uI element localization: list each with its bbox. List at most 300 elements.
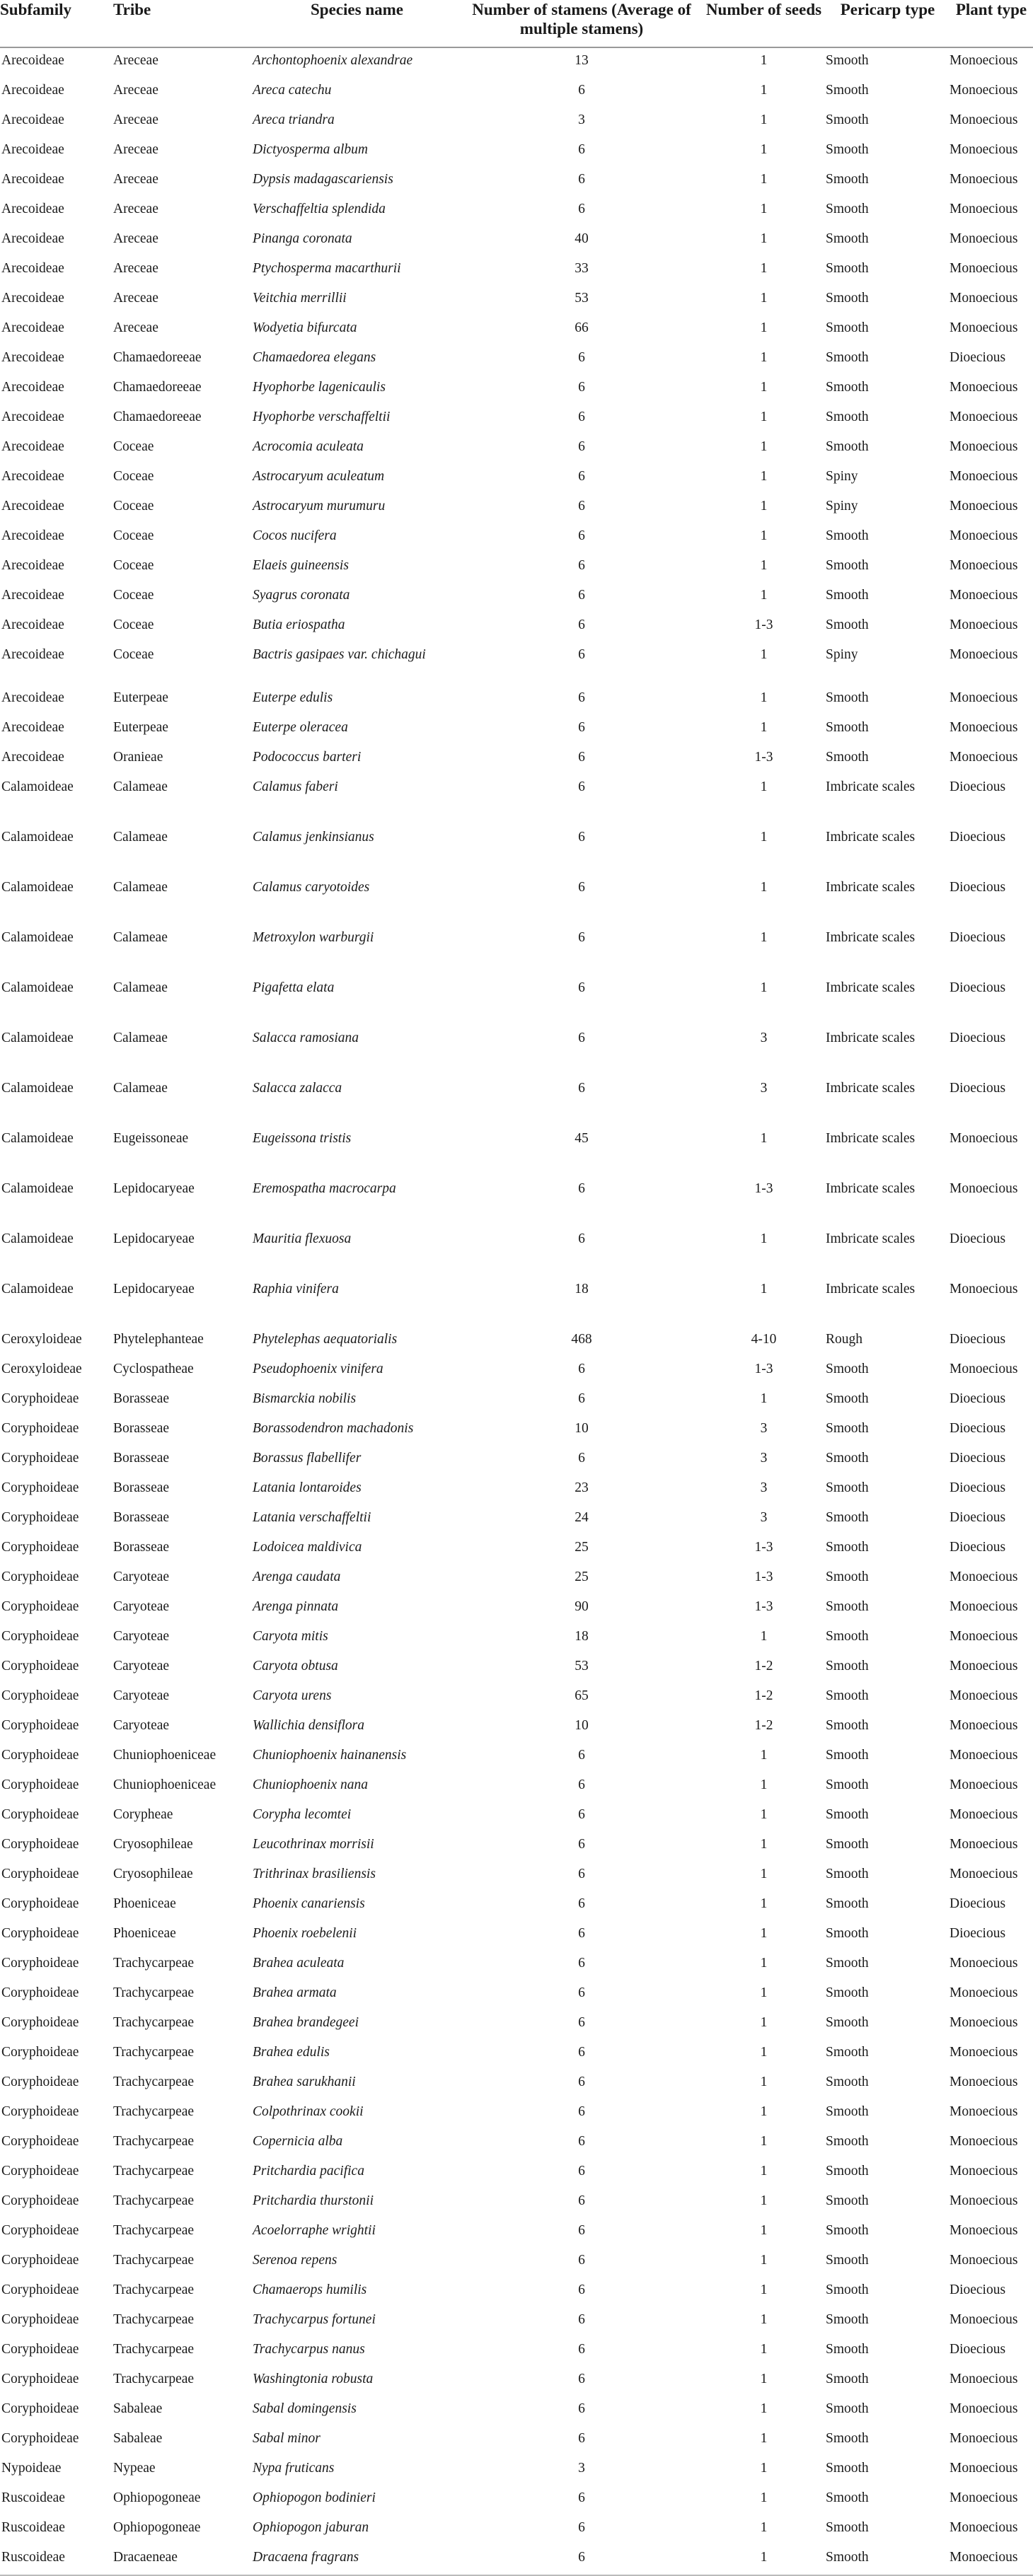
cell-pericarp-type: Imbricate scales xyxy=(826,1031,916,1045)
cell-stamen-count: 6 xyxy=(578,1777,585,1792)
cell-seed-count: 1 xyxy=(760,1896,768,1911)
cell-species-name: Areca catechu xyxy=(253,83,332,98)
table-row xyxy=(0,745,1033,774)
cell-subfamily: Coryphoideae xyxy=(1,1896,79,1911)
cell-pericarp-type: Smooth xyxy=(826,2372,869,2386)
cell-plant-type: Monoecious xyxy=(950,2015,1018,2030)
cell-species-name: Calamus faberi xyxy=(253,779,338,794)
cell-tribe: Borasseae xyxy=(113,1480,170,1495)
cell-subfamily: Coryphoideae xyxy=(1,2134,79,2149)
table-row xyxy=(0,78,1033,108)
cell-stamen-count: 23 xyxy=(575,1480,589,1495)
cell-tribe: Trachycarpeae xyxy=(113,1985,195,2000)
cell-species-name: Ophiopogon bodinieri xyxy=(253,2490,376,2505)
cell-tribe: Coceae xyxy=(113,647,154,662)
cell-subfamily: Arecoideae xyxy=(1,291,64,306)
cell-subfamily: Coryphoideae xyxy=(1,2223,79,2238)
cell-seed-count: 1 xyxy=(760,1748,768,1763)
cell-seed-count: 1 xyxy=(760,1867,768,1881)
cell-species-name: Verschaffeltia splendida xyxy=(253,202,386,216)
cell-tribe: Trachycarpeae xyxy=(113,2134,195,2149)
cell-stamen-count: 6 xyxy=(578,380,585,395)
cell-species-name: Pritchardia pacifica xyxy=(253,2164,364,2178)
cell-pericarp-type: Smooth xyxy=(826,172,869,187)
cell-seed-count: 1-2 xyxy=(754,1688,773,1703)
cell-pericarp-type: Smooth xyxy=(826,750,869,765)
cell-pericarp-type: Smooth xyxy=(826,53,869,68)
cell-tribe: Borasseae xyxy=(113,1540,170,1555)
cell-tribe: Coceae xyxy=(113,558,154,573)
cell-subfamily: Coryphoideae xyxy=(1,1391,79,1406)
cell-tribe: Cryosophileae xyxy=(113,1867,193,1881)
header-subfamily: Subfamily xyxy=(0,0,113,47)
cell-pericarp-type: Smooth xyxy=(826,2104,869,2119)
table-row xyxy=(0,2545,1033,2575)
table-row xyxy=(0,405,1033,434)
header-pericarp: Pericarp type xyxy=(826,0,950,47)
cell-subfamily: Coryphoideae xyxy=(1,1421,79,1436)
cell-subfamily: Coryphoideae xyxy=(1,1985,79,2000)
cell-pericarp-type: Imbricate scales xyxy=(826,1282,916,1296)
cell-stamen-count: 6 xyxy=(578,2282,585,2297)
cell-tribe: Caryoteae xyxy=(113,1570,170,1584)
cell-subfamily: Calamoideae xyxy=(1,980,74,995)
cell-seed-count: 1-3 xyxy=(754,1599,773,1614)
cell-species-name: Pinanga coronata xyxy=(253,231,352,246)
cell-species-name: Latania verschaffeltii xyxy=(253,1510,371,1525)
cell-subfamily: Coryphoideae xyxy=(1,1926,79,1941)
cell-tribe: Caryoteae xyxy=(113,1629,170,1644)
cell-species-name: Hyophorbe verschaffeltii xyxy=(253,410,391,424)
cell-pericarp-type: Smooth xyxy=(826,2193,869,2208)
cell-subfamily: Coryphoideae xyxy=(1,1867,79,1881)
cell-pericarp-type: Imbricate scales xyxy=(826,1131,916,1146)
cell-plant-type: Monoecious xyxy=(950,2193,1018,2208)
cell-stamen-count: 6 xyxy=(578,1985,585,2000)
cell-plant-type: Dioecious xyxy=(950,1031,1006,1045)
cell-pericarp-type: Smooth xyxy=(826,2134,869,2149)
cell-stamen-count: 53 xyxy=(575,291,589,306)
table-row xyxy=(0,1327,1033,1357)
cell-tribe: Calameae xyxy=(113,779,168,794)
cell-seed-count: 1 xyxy=(760,690,768,705)
cell-plant-type: Monoecious xyxy=(950,1867,1018,1881)
cell-plant-type: Dioecious xyxy=(950,1480,1006,1495)
table-row xyxy=(0,2159,1033,2188)
cell-species-name: Chuniophoenix hainanensis xyxy=(253,1748,407,1763)
cell-pericarp-type: Smooth xyxy=(826,380,869,395)
cell-pericarp-type: Smooth xyxy=(826,1362,869,1376)
cell-seed-count: 1 xyxy=(760,2282,768,2297)
cell-seed-count: 1 xyxy=(760,2164,768,2178)
cell-tribe: Borasseae xyxy=(113,1391,170,1406)
cell-plant-type: Dioecious xyxy=(950,1540,1006,1555)
cell-seed-count: 1 xyxy=(760,2104,768,2119)
cell-subfamily: Arecoideae xyxy=(1,320,64,335)
cell-seed-count: 1 xyxy=(760,2015,768,2030)
cell-subfamily: Coryphoideae xyxy=(1,2045,79,2060)
cell-tribe: Coceae xyxy=(113,528,154,543)
table-body xyxy=(0,47,1033,2575)
cell-tribe: Dracaeneae xyxy=(113,2545,253,2575)
cell-subfamily: Arecoideae xyxy=(1,112,64,127)
table-row xyxy=(0,1683,1033,1713)
cell-species-name: Phoenix canariensis xyxy=(253,1896,365,1911)
cell-stamen-count: 6 xyxy=(578,2104,585,2119)
cell-species-name: Sabal domingensis xyxy=(253,2401,357,2416)
cell-subfamily: Arecoideae xyxy=(1,469,64,484)
cell-seed-count: 1 xyxy=(760,350,768,365)
table-row xyxy=(0,2188,1033,2218)
table-row xyxy=(0,2010,1033,2040)
cell-species-name: Copernicia alba xyxy=(253,2134,343,2149)
cell-seed-count: 1 xyxy=(760,2045,768,2060)
cell-subfamily: Coryphoideae xyxy=(1,1659,79,1673)
cell-species-name: Nypa fruticans xyxy=(253,2461,335,2476)
cell-subfamily: Coryphoideae xyxy=(1,2193,79,2208)
cell-stamen-count: 6 xyxy=(578,528,585,543)
table-row xyxy=(0,47,1033,78)
table-row xyxy=(0,1076,1033,1126)
cell-species-name: Eugeissona tristis xyxy=(253,1131,352,1146)
cell-stamen-count: 10 xyxy=(575,1718,589,1733)
cell-stamen-count: 6 xyxy=(578,202,585,216)
cell-subfamily: Coryphoideae xyxy=(1,2312,79,2327)
cell-stamen-count: 6 xyxy=(578,690,585,705)
cell-stamen-count: 6 xyxy=(578,2253,585,2268)
cell-tribe: Trachycarpeae xyxy=(113,2312,195,2327)
cell-seed-count: 1-2 xyxy=(754,1659,773,1673)
cell-tribe: Phoeniceae xyxy=(113,1896,176,1911)
cell-subfamily: Calamoideae xyxy=(1,880,74,895)
cell-stamen-count: 3 xyxy=(578,2461,585,2476)
cell-pericarp-type: Smooth xyxy=(826,2015,869,2030)
cell-plant-type: Monoecious xyxy=(950,647,1018,662)
table-row xyxy=(0,286,1033,315)
cell-stamen-count: 6 xyxy=(578,439,585,454)
cell-seed-count: 1 xyxy=(760,53,768,68)
cell-subfamily: Arecoideae xyxy=(1,261,64,276)
cell-pericarp-type: Smooth xyxy=(826,720,869,735)
cell-subfamily: Coryphoideae xyxy=(1,1510,79,1525)
table-row xyxy=(0,2099,1033,2129)
cell-stamen-count: 66 xyxy=(575,320,589,335)
cell-pericarp-type: Imbricate scales xyxy=(826,830,916,845)
cell-pericarp-type: Imbricate scales xyxy=(826,880,916,895)
cell-seed-count: 1 xyxy=(760,2490,768,2505)
cell-pericarp-type: Smooth xyxy=(826,142,869,157)
cell-stamen-count: 24 xyxy=(575,1510,589,1525)
table-row xyxy=(0,1126,1033,1176)
cell-subfamily: Coryphoideae xyxy=(1,1451,79,1466)
cell-species-name: Borassodendron machadonis xyxy=(253,1421,414,1436)
cell-subfamily: Arecoideae xyxy=(1,558,64,573)
cell-subfamily: Arecoideae xyxy=(1,410,64,424)
cell-seed-count: 1 xyxy=(760,1985,768,2000)
cell-pericarp-type: Imbricate scales xyxy=(826,1181,916,1196)
cell-stamen-count: 6 xyxy=(578,647,585,662)
table-row xyxy=(0,345,1033,375)
table-row xyxy=(0,464,1033,494)
table-row xyxy=(0,613,1033,642)
cell-plant-type: Monoecious xyxy=(950,2431,1018,2446)
cell-tribe: Coceae xyxy=(113,617,154,632)
cell-stamen-count: 6 xyxy=(578,1807,585,1822)
cell-subfamily: Ruscoideae xyxy=(0,2545,113,2575)
cell-tribe: Calameae xyxy=(113,980,168,995)
cell-seed-count: 1 xyxy=(760,261,768,276)
cell-pericarp-type: Smooth xyxy=(826,528,869,543)
table-row xyxy=(0,2218,1033,2248)
cell-subfamily: Coryphoideae xyxy=(1,1718,79,1733)
cell-species-name: Calamus caryotoides xyxy=(253,880,370,895)
cell-subfamily: Coryphoideae xyxy=(1,2282,79,2297)
cell-tribe: Calameae xyxy=(113,930,168,945)
cell-tribe: Trachycarpeae xyxy=(113,2282,195,2297)
cell-subfamily: Calamoideae xyxy=(1,830,74,845)
cell-seed-count: 1 xyxy=(760,2342,768,2357)
cell-pericarp-type: Smooth xyxy=(826,1688,869,1703)
cell-tribe: Coceae xyxy=(113,439,154,454)
cell-seed-count: 3 xyxy=(760,1510,768,1525)
cell-stamen-count: 6 xyxy=(578,558,585,573)
cell-pericarp-type: Smooth xyxy=(826,2312,869,2327)
cell-species-name: Brahea brandegeei xyxy=(253,2015,359,2030)
cell-tribe: Trachycarpeae xyxy=(113,2342,195,2357)
table-row xyxy=(0,583,1033,613)
cell-plant-type: Dioecious xyxy=(950,779,1006,794)
cell-plant-type: Monoecious xyxy=(950,1629,1018,1644)
cell-species-name: Washingtonia robusta xyxy=(253,2372,374,2386)
cell-tribe: Calameae xyxy=(113,1081,168,1096)
cell-species-name: Latania lontaroides xyxy=(253,1480,362,1495)
cell-stamen-count: 6 xyxy=(578,2372,585,2386)
cell-stamen-count: 6 xyxy=(578,1867,585,1881)
cell-subfamily: Ceroxyloideae xyxy=(1,1362,82,1376)
cell-seed-count: 3 xyxy=(760,1421,768,1436)
cell-plant-type: Monoecious xyxy=(950,410,1018,424)
cell-seed-count: 1 xyxy=(760,2401,768,2416)
cell-pericarp-type: Smooth xyxy=(826,2075,869,2089)
cell-stamen-count: 6 xyxy=(578,2223,585,2238)
cell-plant-type: Monoecious xyxy=(950,172,1018,187)
header-plant-type: Plant type xyxy=(950,0,1033,47)
cell-species-name: Caryota mitis xyxy=(253,1629,328,1644)
cell-tribe: Trachycarpeae xyxy=(113,2075,195,2089)
cell-subfamily: Ruscoideae xyxy=(1,2490,65,2505)
cell-subfamily: Arecoideae xyxy=(1,750,64,765)
cell-species-name: Salacca zalacca xyxy=(253,1081,342,1096)
cell-subfamily: Coryphoideae xyxy=(1,2164,79,2178)
table-row xyxy=(0,1446,1033,1475)
cell-subfamily: Arecoideae xyxy=(1,350,64,365)
cell-plant-type: Dioecious xyxy=(950,1926,1006,1941)
cell-subfamily: Coryphoideae xyxy=(1,2104,79,2119)
cell-pericarp-type: Smooth xyxy=(826,617,869,632)
cell-plant-type: Monoecious xyxy=(950,142,1018,157)
cell-tribe: Trachycarpeae xyxy=(113,2372,195,2386)
cell-seed-count: 1 xyxy=(760,880,768,895)
cell-tribe: Sabaleae xyxy=(113,2431,163,2446)
cell-stamen-count: 6 xyxy=(578,2312,585,2327)
table-row xyxy=(0,1713,1033,1743)
cell-pericarp-type: Smooth xyxy=(826,261,869,276)
cell-species-name: Salacca ramosiana xyxy=(253,1031,359,1045)
cell-seed-count: 1 xyxy=(760,2372,768,2386)
cell-pericarp-type: Smooth xyxy=(826,202,869,216)
table-row xyxy=(0,2456,1033,2485)
cell-species-name: Pigafetta elata xyxy=(253,980,335,995)
cell-tribe: Phoeniceae xyxy=(113,1926,176,1941)
cell-tribe: Cryosophileae xyxy=(113,1837,193,1852)
cell-plant-type: Monoecious xyxy=(950,2461,1018,2476)
cell-subfamily: Coryphoideae xyxy=(1,1540,79,1555)
cell-species-name: Ophiopogon jaburan xyxy=(253,2520,369,2535)
table-row xyxy=(0,2396,1033,2426)
cell-subfamily: Calamoideae xyxy=(1,1131,74,1146)
cell-pericarp-type: Smooth xyxy=(826,1807,869,1822)
table-row xyxy=(0,137,1033,167)
cell-plant-type: Monoecious xyxy=(950,750,1018,765)
cell-seed-count: 1 xyxy=(760,320,768,335)
cell-seed-count: 1 xyxy=(760,2193,768,2208)
cell-plant-type: Monoecious xyxy=(950,380,1018,395)
cell-stamen-count: 6 xyxy=(578,172,585,187)
cell-plant-type: Monoecious xyxy=(950,2490,1018,2505)
cell-seed-count: 1-3 xyxy=(754,617,773,632)
cell-tribe: Lepidocaryeae xyxy=(113,1181,195,1196)
cell-tribe: Calameae xyxy=(113,880,168,895)
cell-plant-type: Dioecious xyxy=(950,1451,1006,1466)
cell-pericarp-type: Smooth xyxy=(826,1570,869,1584)
table-row xyxy=(0,1535,1033,1565)
cell-species-name: Borassus flabellifer xyxy=(253,1451,362,1466)
cell-subfamily: Arecoideae xyxy=(1,588,64,603)
cell-pericarp-type: Smooth xyxy=(826,83,869,98)
cell-subfamily: Coryphoideae xyxy=(1,2372,79,2386)
cell-pericarp-type: Smooth xyxy=(826,1956,869,1971)
cell-stamen-count: 6 xyxy=(578,720,585,735)
cell-subfamily: Coryphoideae xyxy=(1,1956,79,1971)
cell-seed-count: 1 xyxy=(702,2545,826,2575)
table-row xyxy=(0,715,1033,745)
cell-stamen-count: 6 xyxy=(578,880,585,895)
cell-pericarp-type: Smooth xyxy=(826,231,869,246)
table-row xyxy=(0,925,1033,975)
table-row xyxy=(0,2278,1033,2307)
table-row xyxy=(0,685,1033,715)
table-row xyxy=(0,1802,1033,1832)
table-row xyxy=(0,2307,1033,2337)
table-row xyxy=(0,108,1033,137)
cell-stamen-count: 6 xyxy=(578,499,585,514)
cell-seed-count: 1 xyxy=(760,1807,768,1822)
cell-plant-type: Monoecious xyxy=(950,720,1018,735)
cell-subfamily: Arecoideae xyxy=(1,720,64,735)
cell-tribe: Borasseae xyxy=(113,1451,170,1466)
cell-species-name: Elaeis guineensis xyxy=(253,558,349,573)
table-row xyxy=(0,875,1033,925)
cell-stamen-count: 6 xyxy=(578,2164,585,2178)
cell-plant-type: Monoecious xyxy=(950,690,1018,705)
cell-stamen-count: 6 xyxy=(578,350,585,365)
cell-pericarp-type: Imbricate scales xyxy=(826,1081,916,1096)
header-seeds: Number of seeds xyxy=(702,0,826,47)
cell-stamen-count: 90 xyxy=(575,1599,589,1614)
cell-stamen-count: 6 xyxy=(578,1748,585,1763)
table-row xyxy=(0,523,1033,553)
cell-species-name: Astrocaryum aculeatum xyxy=(253,469,385,484)
cell-stamen-count: 6 xyxy=(578,2401,585,2416)
cell-species-name: Brahea edulis xyxy=(253,2045,330,2060)
cell-seed-count: 1 xyxy=(760,380,768,395)
table-row xyxy=(0,494,1033,523)
cell-plant-type: Monoecious xyxy=(950,558,1018,573)
cell-subfamily: Ruscoideae xyxy=(1,2520,65,2535)
cell-stamen-count: 53 xyxy=(575,1659,589,1673)
cell-pericarp-type: Smooth xyxy=(826,2223,869,2238)
cell-subfamily: Coryphoideae xyxy=(1,1570,79,1584)
cell-subfamily: Ceroxyloideae xyxy=(1,1332,82,1347)
cell-seed-count: 1 xyxy=(760,779,768,794)
cell-seed-count: 1 xyxy=(760,1391,768,1406)
cell-pericarp-type: Smooth xyxy=(826,2342,869,2357)
cell-tribe: Trachycarpeae xyxy=(113,2015,195,2030)
cell-stamen-count: 6 xyxy=(578,1926,585,1941)
cell-pericarp-type: Smooth xyxy=(826,1421,869,1436)
cell-seed-count: 1 xyxy=(760,830,768,845)
cell-tribe: Borasseae xyxy=(113,1510,170,1525)
cell-pericarp-type: Smooth xyxy=(826,1748,869,1763)
cell-tribe: Coceae xyxy=(113,499,154,514)
cell-pericarp-type: Smooth xyxy=(826,291,869,306)
cell-plant-type: Monoecious xyxy=(950,2545,1033,2575)
cell-pericarp-type: Spiny xyxy=(826,647,858,662)
table-row xyxy=(0,197,1033,226)
cell-subfamily: Coryphoideae xyxy=(1,2015,79,2030)
cell-pericarp-type: Smooth xyxy=(826,2282,869,2297)
cell-tribe: Lepidocaryeae xyxy=(113,1282,195,1296)
cell-stamen-count: 6 xyxy=(578,1181,585,1196)
cell-seed-count: 1 xyxy=(760,2520,768,2535)
cell-subfamily: Coryphoideae xyxy=(1,2342,79,2357)
cell-species-name: Colpothrinax cookii xyxy=(253,2104,364,2119)
header-row xyxy=(0,0,1033,47)
cell-tribe: Cyclospatheae xyxy=(113,1362,194,1376)
cell-species-name: Dracaena fragrans xyxy=(253,2545,461,2575)
cell-seed-count: 4-10 xyxy=(751,1332,777,1347)
cell-tribe: Chamaedoreeae xyxy=(113,350,202,365)
table-row xyxy=(0,1980,1033,2010)
cell-pericarp-type: Smooth xyxy=(826,1599,869,1614)
cell-plant-type: Dioecious xyxy=(950,880,1006,895)
header-stamens: Number of stamens (Average of multiple stamens) xyxy=(461,0,702,47)
table-row xyxy=(0,2337,1033,2367)
cell-seed-count: 1-3 xyxy=(754,1540,773,1555)
cell-subfamily: Arecoideae xyxy=(1,499,64,514)
cell-plant-type: Dioecious xyxy=(950,930,1006,945)
cell-species-name: Podococcus barteri xyxy=(253,750,362,765)
table-row xyxy=(0,1357,1033,1386)
cell-subfamily: Calamoideae xyxy=(1,930,74,945)
table-row xyxy=(0,167,1033,197)
cell-tribe: Areceae xyxy=(113,112,158,127)
table-row xyxy=(0,1176,1033,1226)
cell-plant-type: Monoecious xyxy=(950,1956,1018,1971)
cell-plant-type: Monoecious xyxy=(950,2520,1018,2535)
cell-tribe: Areceae xyxy=(113,291,158,306)
cell-subfamily: Arecoideae xyxy=(1,690,64,705)
